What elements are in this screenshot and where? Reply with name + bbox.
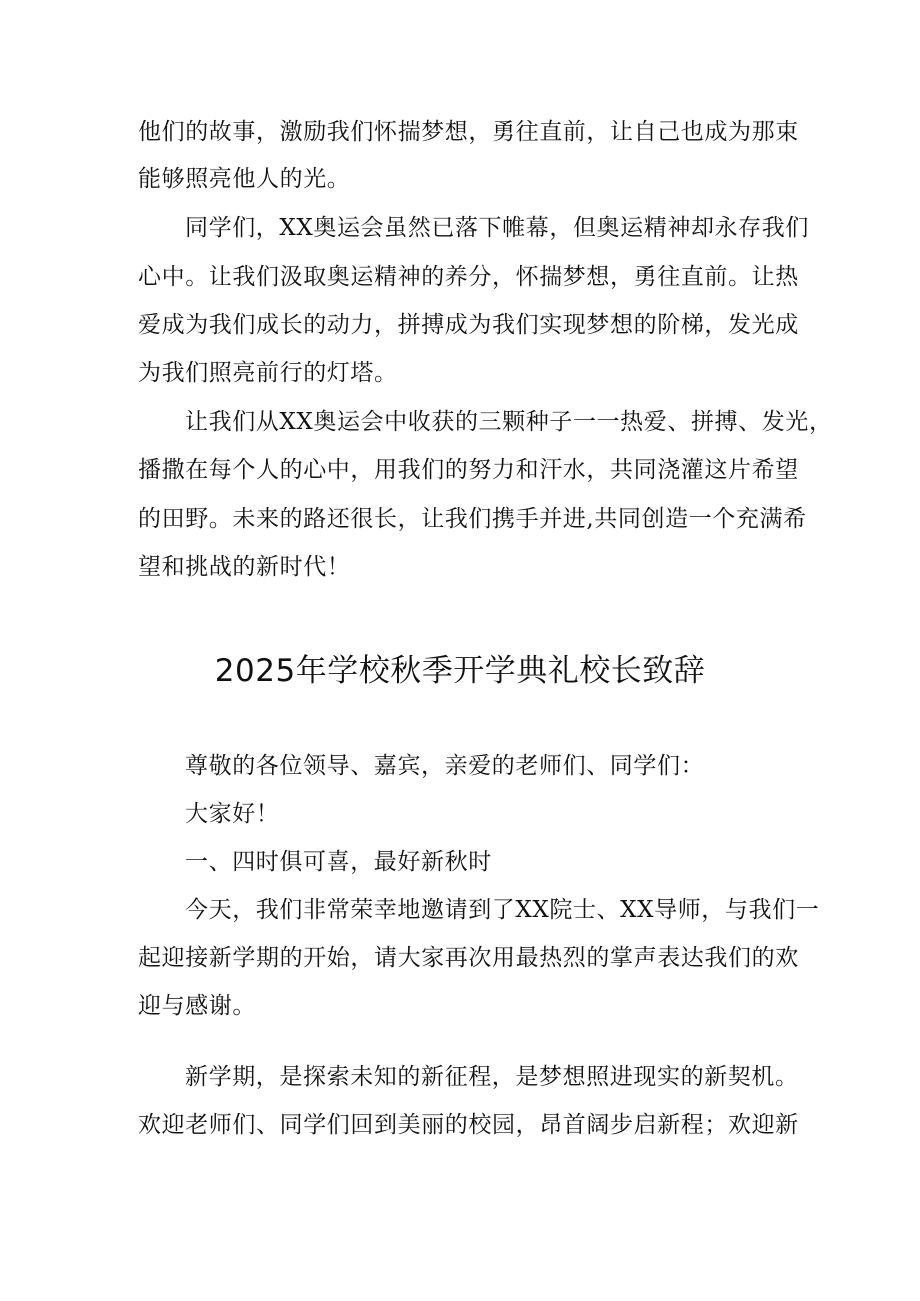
text-line: 能够照亮他人的光。 (138, 166, 351, 192)
text-line: 心中。让我们汲取奥运精神的养分，怀揣梦想，勇往直前。让热 (138, 264, 799, 290)
text-line: 今天，我们非常荣幸地邀请到了XX院士、XX导师，与我们一 (185, 897, 820, 923)
text-line: 他们的故事，激励我们怀揣梦想，勇往直前，让自己也成为那束 (138, 119, 799, 145)
text-line: 欢迎老师们、同学们回到美丽的校园，昂首阔步启新程；欢迎新 (138, 1112, 799, 1138)
text-line: 爱成为我们成长的动力，拼搏成为我们实现梦想的阶梯，发光成 (138, 312, 799, 338)
document-title: 2025年学校秋季开学典礼校长致辞 (214, 653, 706, 689)
text-line: 新学期，是探索未知的新征程，是梦想照进现实的新契机。 (185, 1064, 799, 1090)
greeting: 大家好！ (185, 801, 280, 827)
text-line: 望和挑战的新时代！ (138, 554, 351, 580)
text-line: 为我们照亮前行的灯塔。 (138, 360, 398, 386)
text-line: 同学们，XX奥运会虽然已落下帷幕，但奥运精神却永存我们 (185, 215, 809, 241)
text-line: 起迎接新学期的开始，请大家再次用最热烈的掌声表达我们的欢 (138, 945, 799, 971)
text-line: 播撒在每个人的心中，用我们的努力和汗水，共同浇灌这片希望 (138, 457, 799, 483)
text-line: 迎与感谢。 (138, 993, 256, 1019)
text-line: 让我们从XX奥运会中收获的三颗种子一一热爱、拼搏、发光， (185, 409, 833, 435)
salutation: 尊敬的各位领导、嘉宾，亲爱的老师们、同学们： (185, 753, 705, 779)
section-heading: 一、四时俱可喜，最好新秋时 (185, 849, 492, 875)
text-line: 的田野。未来的路还很长，让我们携手并进,共同创造一个充满希 (138, 506, 807, 532)
